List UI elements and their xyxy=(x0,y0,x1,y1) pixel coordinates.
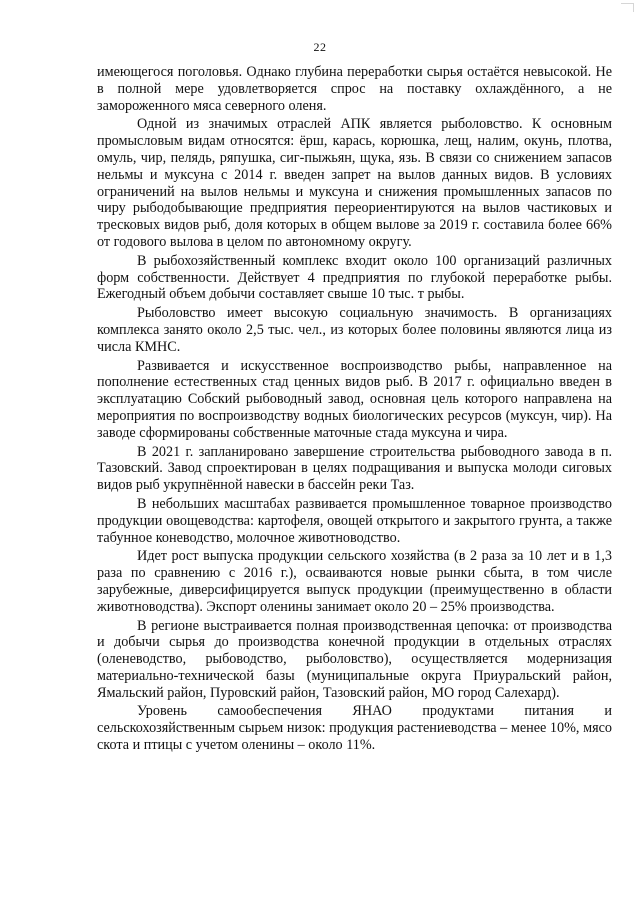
paragraph-fishery-complex: В рыбохозяйственный комплекс входит около 100 организаций различных форм собственности. Действует 4 предприятия по глубокой переработке рыбы. Ежегодный объем добычи составляет свыше 10 тыс. т рыбы. xyxy=(97,252,612,303)
paragraph-vegetable-production: В небольших масштабах развивается промышленное товарное производство продукции овощеводства: картофеля, овощей открытого и закрытого грунта, а также табунное коневодство, молочное животноводство. xyxy=(97,495,612,546)
document-body xyxy=(97,64,612,756)
page-number: 22 xyxy=(313,40,327,54)
scan-corner-mark xyxy=(621,3,634,12)
paragraph-tazovsky-plant: В 2021 г. запланировано завершение строительства рыбоводного завода в п. Тазовский. Завод спроектирован в целях подращивания и выпуска молоди сиговых видов рыб укрупнённой навески в бассейн реки Таз. xyxy=(97,443,612,494)
paragraph-continuation: имеющегося поголовья. Однако глубина переработки сырья остаётся невысокой. Не в полной мере удовлетворяется спрос на поставку охлаждённого, а не замороженного мяса северного оленя. xyxy=(97,64,612,114)
paragraph-self-sufficiency: Уровень самообеспечения ЯНАО продуктами питания и сельскохозяйственным сырьем низок: продукция растениеводства – менее 10%, мясо скота и птицы с учетом оленины – около 11%. xyxy=(97,703,612,754)
paragraph-fishing-overview: Одной из значимых отраслей АПК является рыболовство. К основным промысловым видам относятся: ёрш, карась, корюшка, лещ, налим, окунь, плотва, омуль, чир, пелядь, ряпушка, сиг-пыжьян, щука, язь. В связи со снижением запасов нельмы и муксуна с 2014 г. введен запрет на вылов данных видов. В условиях ограничений на вылов нельмы и муксуна и снижения промышленных запасов по чиру рыбодобывающие предприятия переориентируются на вылов частиковых и тресковых видов рыб, доля которых в общем вылове за 2019 г. составила более 66% от годового вылова в целом по автономному округу. xyxy=(97,116,612,250)
paragraph-artificial-reproduction: Развивается и искусственное воспроизводство рыбы, направленное на пополнение естественных стад ценных видов рыб. В 2017 г. официально введен в эксплуатацию Собский рыбоводный завод, основная цель которого направлена на мероприятия по воспроизводству водных биологических ресурсов (муксун, чир). На заводе сформированы собственные маточные стада муксуна и чира. xyxy=(97,357,612,441)
paragraph-production-chain: В регионе выстраивается полная производственная цепочка: от производства и добычи сырья до производства конечной продукции в отдельных отраслях (оленеводство, рыбоводство, рыболовство), осуществляется модернизация материально-технической базы (муниципальные округа Приуральский район, Ямальский район, Пуровский район, Тазовский район, МО город Салехард). xyxy=(97,617,612,701)
paragraph-social-significance: Рыболовство имеет высокую социальную значимость. В организациях комплекса занято около 2,5 тыс. чел., из которых более половины являются лица из числа КМНС. xyxy=(97,305,612,355)
paragraph-output-growth: Идет рост выпуска продукции сельского хозяйства (в 2 раза за 10 лет и в 1,3 раза по сравнению с 2016 г.), осваиваются новые рынки сбыта, в том числе зарубежные, диверсифицируется выпуск продукции (преимущественно в области животноводства). Экспорт оленины занимает около 20 – 25% производства. xyxy=(97,548,612,615)
